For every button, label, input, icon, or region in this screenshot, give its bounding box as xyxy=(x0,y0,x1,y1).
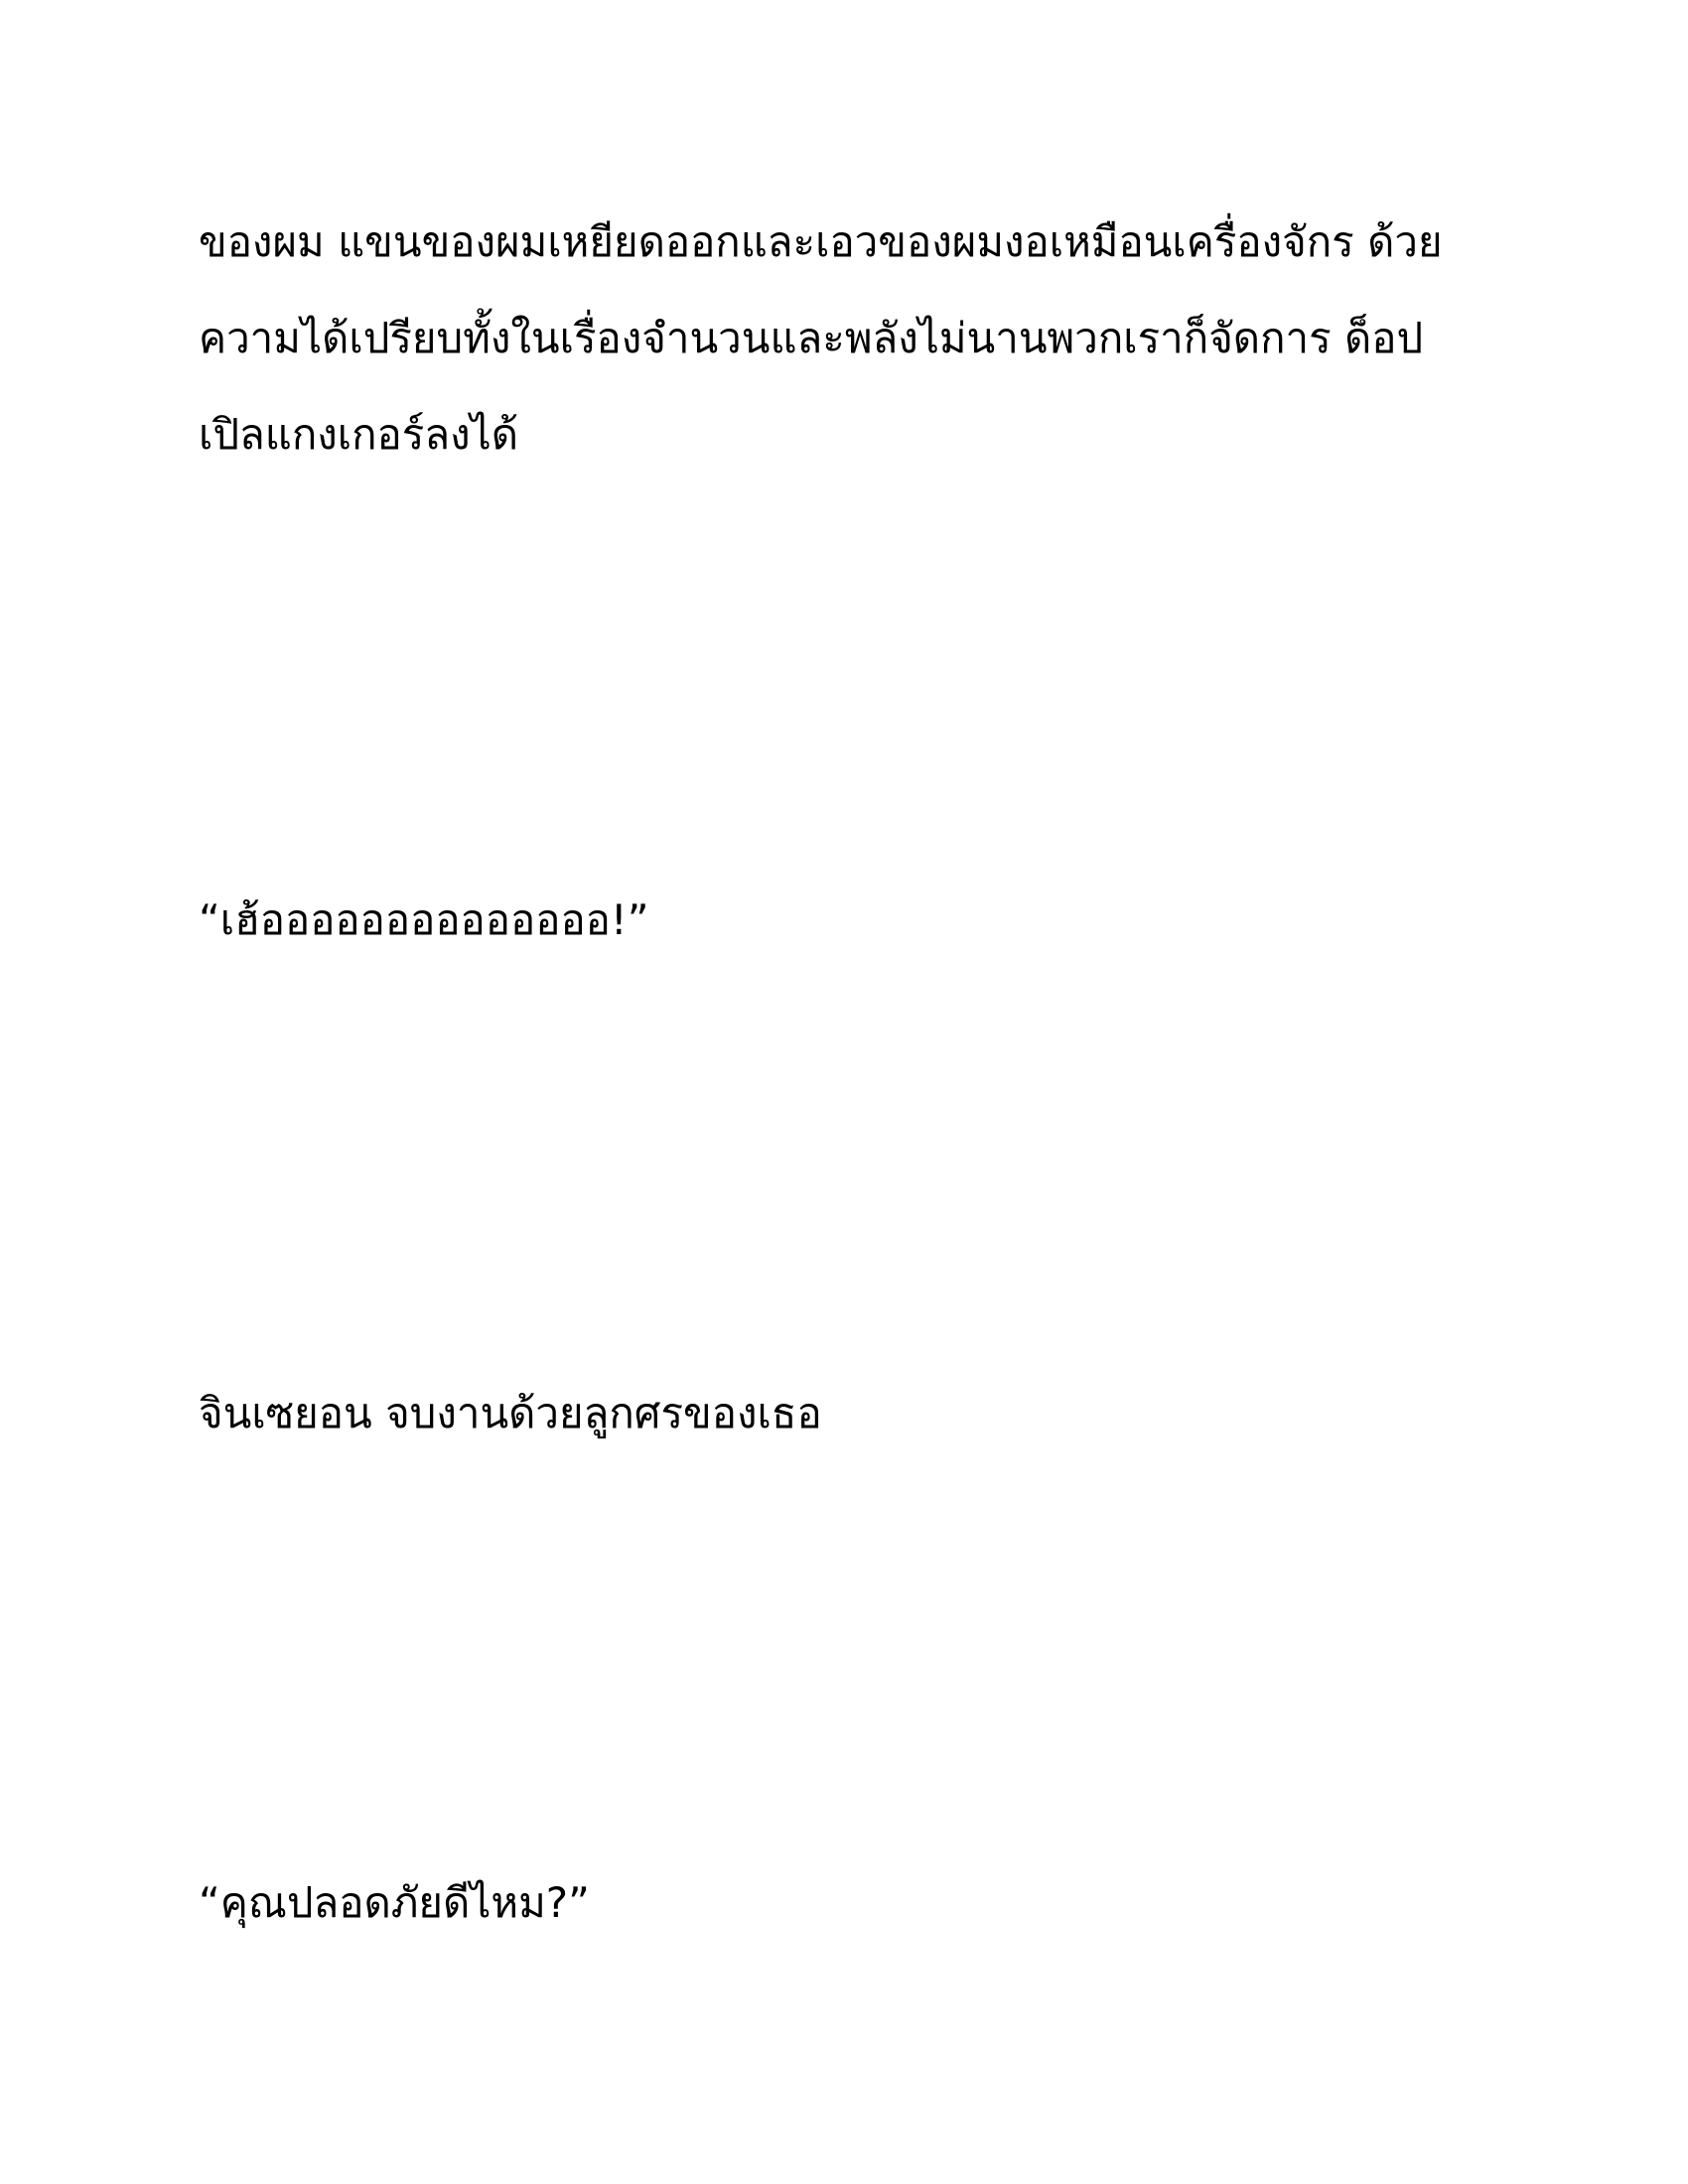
text-line: ความได้เปรียบทั้งในเรื่องจำนวนและพลังไม่นานพวกเราก็จัดการ ด็อป xyxy=(199,314,1424,362)
dialogue-paragraph xyxy=(199,1854,1489,1951)
text-line: “เฮ้ออออออออออออออ!” xyxy=(199,895,649,944)
text-line: จินเซยอน จบงานด้วยลูกศรของเธอ xyxy=(199,1389,822,1437)
text-line: เปิลแกงเกอร์ลงได้ xyxy=(199,410,518,459)
text-line: “คุณปลอดภัยดีไหม?” xyxy=(199,1878,590,1927)
narration-paragraph xyxy=(199,194,1489,482)
narration-paragraph xyxy=(199,1365,1489,1461)
text-line: ของผม แขนของผมเหยียดออกและเอวของผมงอเหมือนเครื่องจักร ด้วย xyxy=(199,217,1443,266)
dialogue-paragraph xyxy=(199,872,1489,968)
